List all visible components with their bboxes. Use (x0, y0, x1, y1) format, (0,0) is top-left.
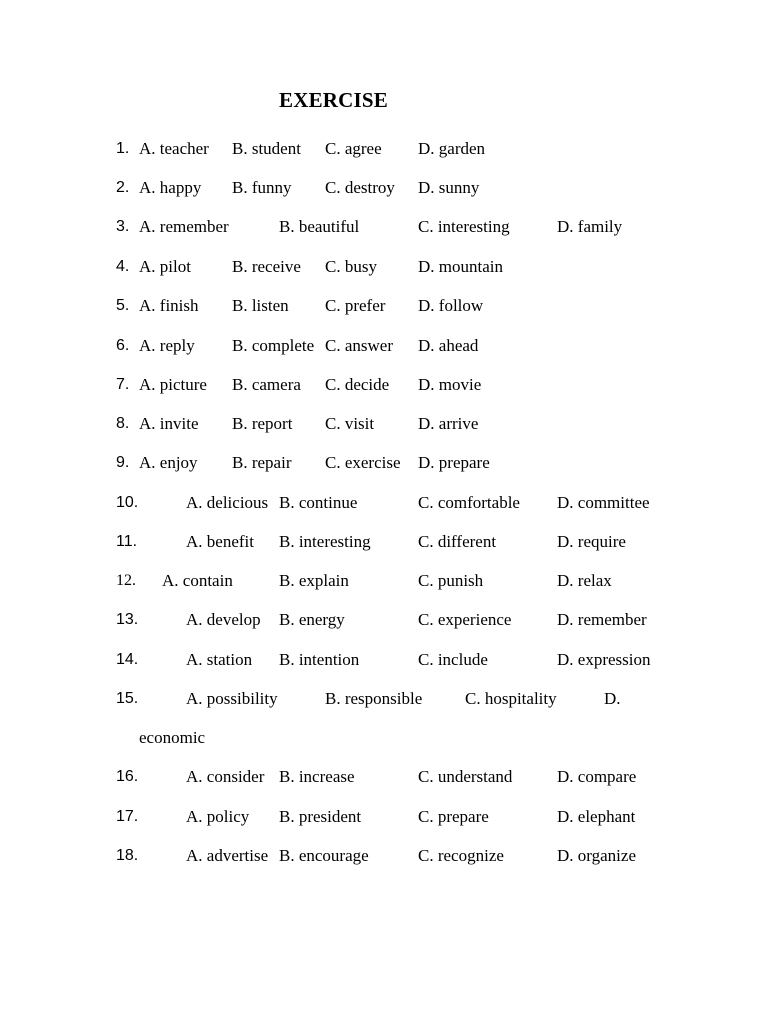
option-a: A. enjoy (139, 453, 198, 472)
option-b: B. energy (279, 610, 345, 629)
option-d: D. follow (418, 296, 484, 315)
question-number: 10. (116, 494, 139, 511)
option-c: C. agree (325, 139, 382, 158)
option-d: D. committee (557, 493, 650, 512)
option-a: A. teacher (139, 139, 209, 158)
question-number: 16. (116, 768, 139, 785)
question-number: 5. (116, 297, 130, 314)
option-a: A. picture (139, 375, 207, 394)
option-b: B. beautiful (279, 217, 360, 236)
question-number: 11. (116, 533, 138, 550)
option-a: A. contain (162, 571, 233, 590)
option-d: D. prepare (418, 453, 490, 472)
option-d: D. arrive (418, 414, 479, 433)
option-a: A. pilot (139, 257, 191, 276)
option-d: D. elephant (557, 807, 636, 826)
option-d: D. remember (557, 610, 647, 629)
question-number: 3. (116, 218, 130, 235)
option-d: D. compare (557, 767, 637, 786)
option-c: C. decide (325, 375, 390, 394)
option-b: B. president (279, 807, 362, 826)
option-d: D. sunny (418, 178, 480, 197)
option-b: B. receive (232, 257, 301, 276)
option-b: B. funny (232, 178, 292, 197)
option-c: C. prepare (418, 807, 489, 826)
question-number: 18. (116, 847, 139, 864)
question-number: 8. (116, 415, 130, 432)
option-c: C. hospitality (465, 689, 557, 708)
option-c: C. visit (325, 414, 375, 433)
option-d: D. mountain (418, 257, 503, 276)
option-a: A. invite (139, 414, 199, 433)
question-number: 12. (116, 572, 136, 589)
option-d: D. ahead (418, 336, 479, 355)
option-d: D. expression (557, 650, 651, 669)
question-number: 13. (116, 611, 139, 628)
option-c: C. include (418, 650, 488, 669)
option-a: A. policy (186, 807, 250, 826)
option-a: A. station (186, 650, 253, 669)
option-c: C. prefer (325, 296, 386, 315)
option-b: B. interesting (279, 532, 371, 551)
option-b: B. camera (232, 375, 301, 394)
option-b: B. continue (279, 493, 358, 512)
option-b: B. report (232, 414, 293, 433)
option-b: B. complete (232, 336, 315, 355)
question-number: 15. (116, 690, 139, 707)
option-b: B. responsible (325, 689, 423, 708)
option-a: A. delicious (186, 493, 269, 512)
option-d: D. (604, 689, 621, 708)
option-c: C. comfortable (418, 493, 520, 512)
question-number: 14. (116, 651, 139, 668)
option-c: C. interesting (418, 217, 510, 236)
option-d-continuation: economic (139, 728, 206, 747)
question-number: 4. (116, 258, 130, 275)
option-c: C. destroy (325, 178, 395, 197)
option-c: C. punish (418, 571, 484, 590)
option-c: C. answer (325, 336, 393, 355)
question-number: 7. (116, 376, 130, 393)
question-number: 17. (116, 808, 139, 825)
option-b: B. student (232, 139, 301, 158)
option-a: A. develop (186, 610, 261, 629)
question-number: 6. (116, 337, 130, 354)
option-a: A. possibility (186, 689, 278, 708)
option-b: B. explain (279, 571, 349, 590)
option-a: A. finish (139, 296, 199, 315)
option-d: D. require (557, 532, 626, 551)
option-b: B. intention (279, 650, 360, 669)
option-c: C. busy (325, 257, 377, 276)
option-d: D. garden (418, 139, 486, 158)
option-b: B. repair (232, 453, 292, 472)
option-b: B. encourage (279, 846, 369, 865)
option-a: A. consider (186, 767, 265, 786)
option-a: A. reply (139, 336, 195, 355)
option-d: D. organize (557, 846, 636, 865)
option-c: C. experience (418, 610, 512, 629)
option-b: B. listen (232, 296, 289, 315)
question-number: 2. (116, 179, 130, 196)
option-c: C. exercise (325, 453, 401, 472)
option-b: B. increase (279, 767, 355, 786)
option-a: A. advertise (186, 846, 269, 865)
option-d: D. movie (418, 375, 482, 394)
option-d: D. relax (557, 571, 612, 590)
option-c: C. understand (418, 767, 513, 786)
option-a: A. benefit (186, 532, 254, 551)
question-number: 9. (116, 454, 130, 471)
option-c: C. different (418, 532, 497, 551)
option-c: C. recognize (418, 846, 504, 865)
option-a: A. remember (139, 217, 229, 236)
option-a: A. happy (139, 178, 202, 197)
question-number: 1. (116, 140, 130, 157)
page-title: EXERCISE (279, 88, 388, 112)
option-d: D. family (557, 217, 623, 236)
